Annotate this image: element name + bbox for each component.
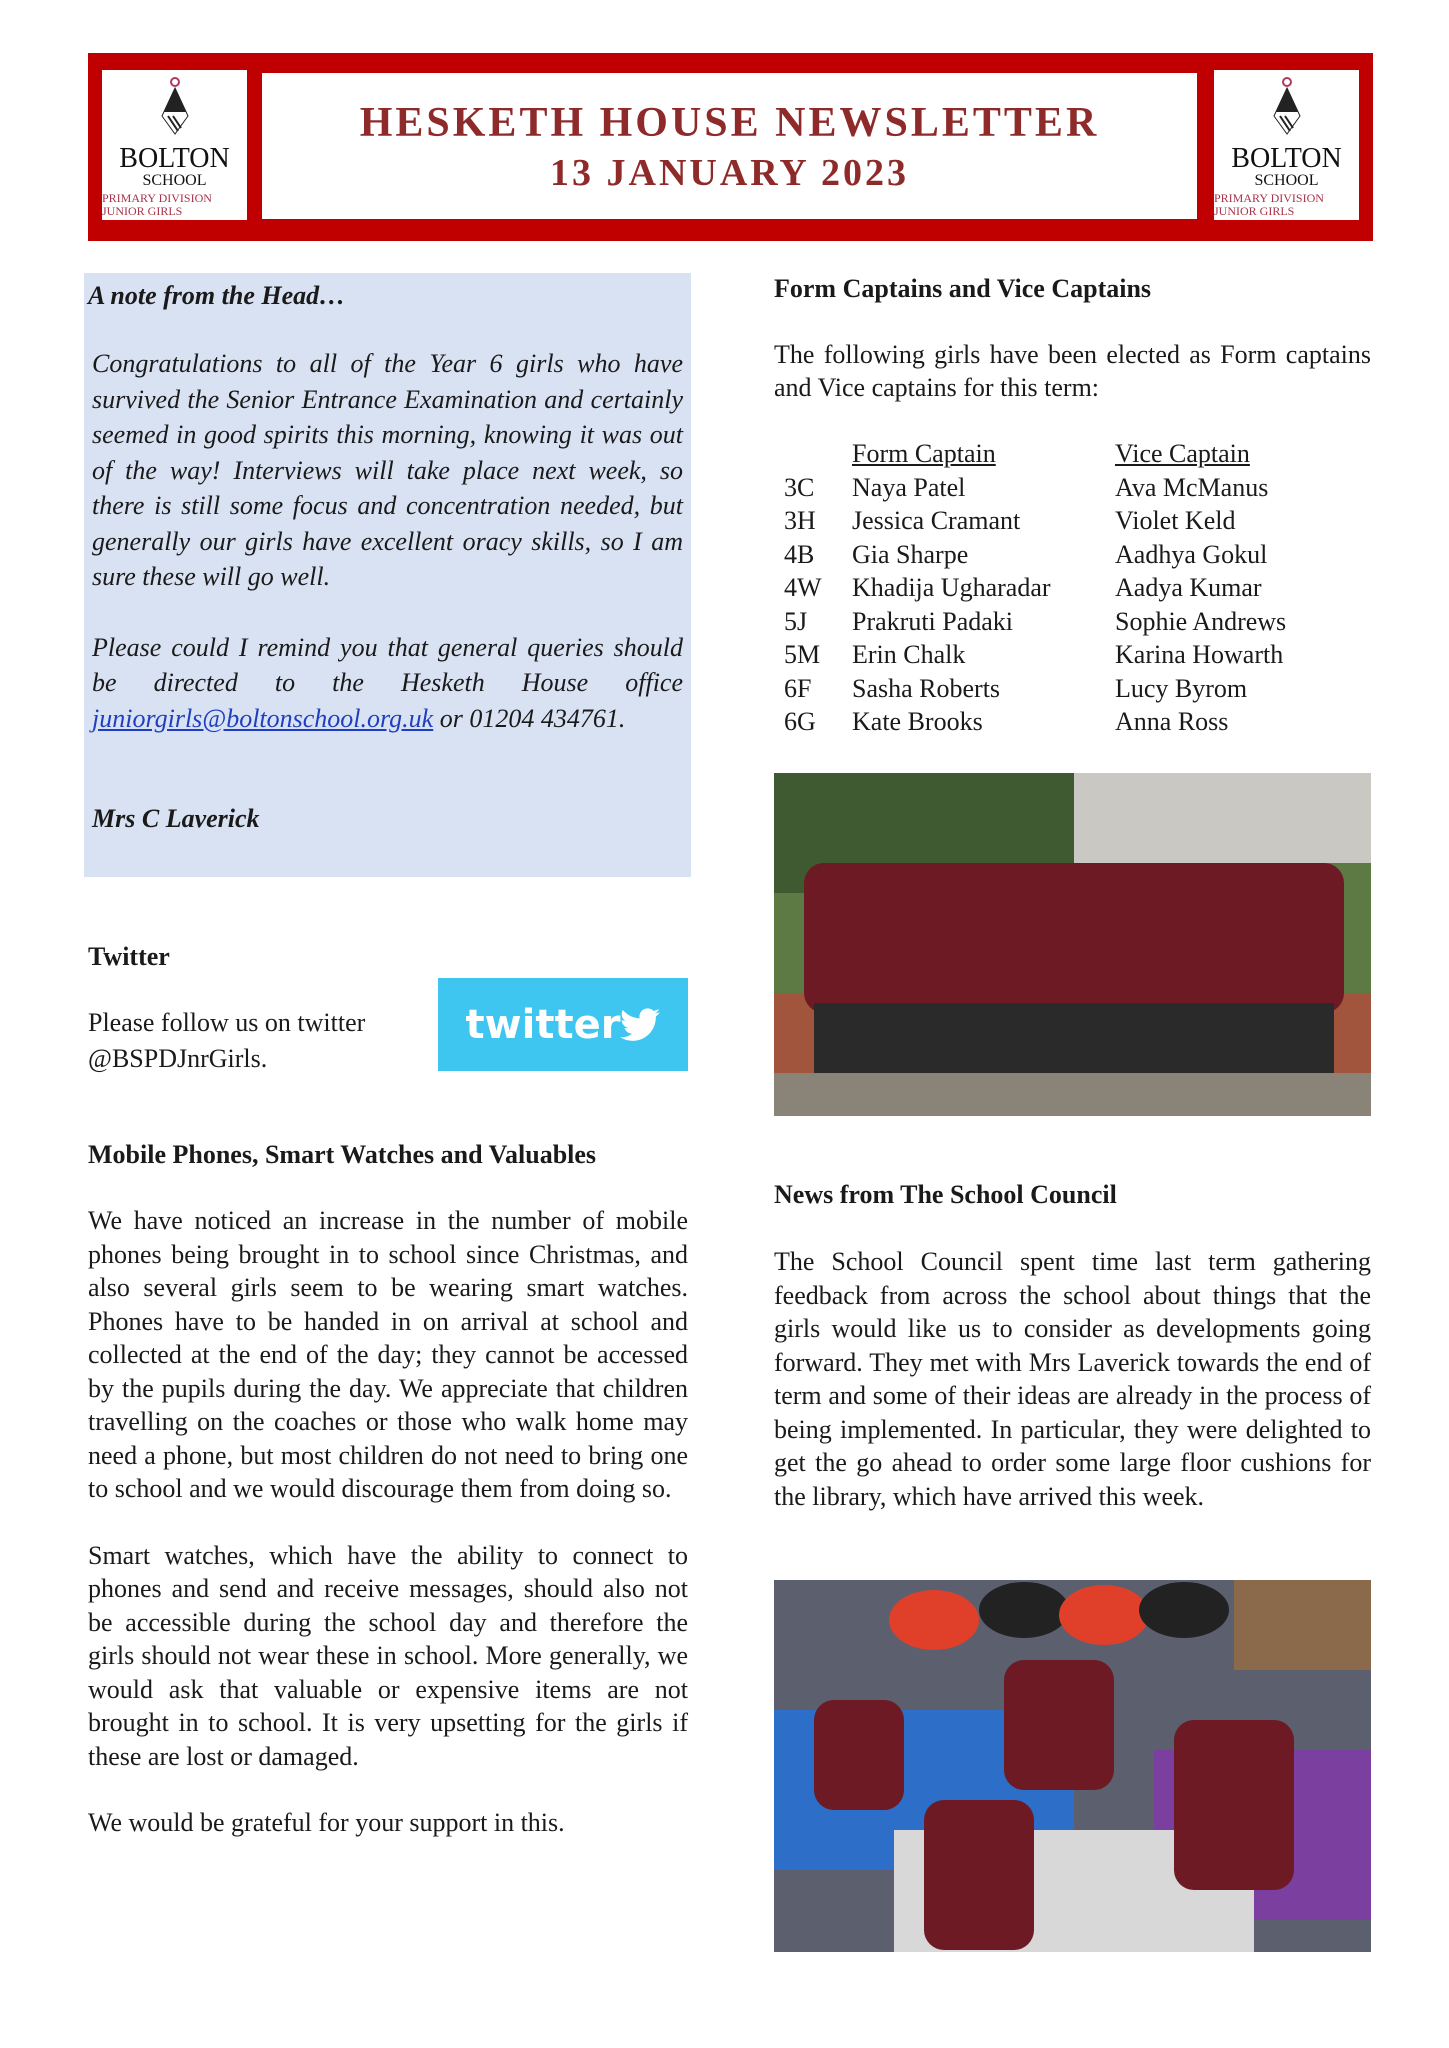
form-cell: 5J — [784, 606, 808, 636]
captain-row — [784, 506, 1286, 540]
school-logo-right: BOLTON SCHOOL PRIMARY DIVISION JUNIOR GIRLS — [1214, 70, 1359, 220]
vice-cell: Aadya Kumar — [1115, 573, 1262, 602]
vice-cell: Ava McManus — [1115, 472, 1269, 502]
captain-row — [784, 674, 1286, 708]
vice-cell: Aadhya Gokul — [1115, 539, 1268, 569]
phones-heading: Mobile Phones, Smart Watches and Valuables — [88, 1140, 597, 1169]
twitter-text: Please follow us on twitter @BSPDJnrGirls. — [88, 1005, 428, 1076]
email-link[interactable]: juniorgirls@boltonschool.org.uk — [92, 703, 434, 733]
form-cell: 3H — [784, 506, 816, 535]
newsletter-title: HESKETH HOUSE NEWSLETTER — [359, 100, 1100, 146]
twitter-heading: Twitter — [88, 942, 170, 971]
form-cell: 4W — [784, 573, 822, 602]
captain-cell: Prakruti Padaki — [852, 606, 1014, 636]
captain-cell: Naya Patel — [852, 472, 966, 502]
vice-cell: Karina Howarth — [1115, 640, 1284, 669]
form-captains-photo — [774, 773, 1371, 1116]
head-signature: Mrs C Laverick — [92, 804, 260, 833]
newsletter-header — [88, 53, 1373, 241]
captain-cell: Erin Chalk — [852, 640, 966, 669]
captain-cell: Khadija Ugharadar — [852, 573, 1051, 602]
head-note-contact: Please could I remind you that general queries should be directed to the Hesketh House office juniorgirls@boltonschool.org.uk or 01204 434761. — [92, 632, 683, 733]
form-cell: 6G — [784, 707, 816, 736]
library-cushions-photo — [774, 1580, 1371, 1952]
form-cell: 3C — [784, 472, 815, 502]
vice-cell: Lucy Byrom — [1115, 673, 1248, 703]
captain-row — [784, 707, 1286, 741]
form-cell: 4B — [784, 539, 815, 569]
captain-row — [784, 540, 1286, 574]
twitter-handle[interactable]: @BSPDJnrGirls. — [88, 1043, 268, 1073]
phones-body: We have noticed an increase in the number of mobile phones being brought in to school since Christmas, and also several girls seem to be wearing smart watches. Phones have to be handed in on arrival at school and collected at the end of the day; they cannot be accessed by the pupils during the day. We appreciate that children travelling on the coaches or those who walk home may need a phone, but most children do not need to bring one to school and we would discourage them from doing so. Smart watches, which have the ability to connect to phones and send and receive messages, should also not be accessible during the school day and therefore the girls should not wear these in school. More generally, we would ask that valuable or expensive items are not brought in to school. It is very upsetting for the girls if these are lost or damaged. We would be grateful for your support in this. — [88, 1206, 688, 1837]
captains-heading: Form Captains and Vice Captains — [774, 274, 1152, 303]
form-cell: 6F — [784, 673, 812, 703]
council-heading: News from The School Council — [774, 1180, 1117, 1209]
school-logo-left: BOLTON SCHOOL PRIMARY DIVISION JUNIOR GIRLS — [102, 70, 247, 220]
captains-intro: The following girls have been elected as Form captains and Vice captains for this term: — [774, 340, 1371, 402]
captain-cell: Jessica Cramant — [852, 506, 1021, 535]
vice-cell: Anna Ross — [1115, 707, 1229, 736]
twitter-bird-icon — [620, 1008, 660, 1042]
vice-cell: Violet Keld — [1115, 506, 1236, 535]
captain-row — [784, 573, 1286, 607]
head-note-box — [84, 273, 691, 877]
newsletter-date: 13 JANUARY 2023 — [550, 152, 909, 194]
captain-row — [784, 473, 1286, 507]
title-box — [262, 73, 1197, 219]
twitter-logo[interactable]: twitter — [438, 978, 688, 1071]
head-note-para: Congratulations to all of the Year 6 girls who have survived the Senior Entrance Examination and certainly seemed in good spirits this morning, knowing it was out of the way! Interviews will take place next week, so there is still some focus and concentration needed, but generally our girls have excellent oracy skills, so I am sure these will go well. — [92, 349, 683, 591]
vice-cell: Sophie Andrews — [1115, 606, 1287, 636]
captain-cell: Gia Sharpe — [852, 539, 969, 569]
captain-cell: Sasha Roberts — [852, 673, 1001, 703]
council-para: The School Council spent time last term gathering feedback from across the school about things that the girls would like us to consider as developments going forward. They met with Mrs Laverick towards the end of term and some of their ideas are already in the process of being implemented. In particular, they were delighted to get the go ahead to order some large floor cushions for the library, which have arrived this week. — [774, 1247, 1371, 1511]
captain-row — [784, 640, 1286, 674]
captains-table: Form Captain Vice Captain 3C Naya Patel Ava McManus 3H Jessica Cramant Violet Keld 4B Gia Sharpe Aadhya Gokul 4W Khadija Ugharadar Aadya Kumar 5J Prakruti Padaki Sophie Andrews 5M Erin Chalk Karina Howarth 6F Sasha Roberts Lucy Byrom 6G Kate Brooks Anna Ross — [784, 439, 1286, 741]
captain-row — [784, 607, 1286, 641]
head-note-heading: A note from the Head… — [88, 281, 346, 310]
form-cell: 5M — [784, 640, 821, 669]
captain-cell: Kate Brooks — [852, 707, 983, 736]
crest-icon — [160, 76, 190, 136]
crest-icon — [1272, 76, 1302, 136]
